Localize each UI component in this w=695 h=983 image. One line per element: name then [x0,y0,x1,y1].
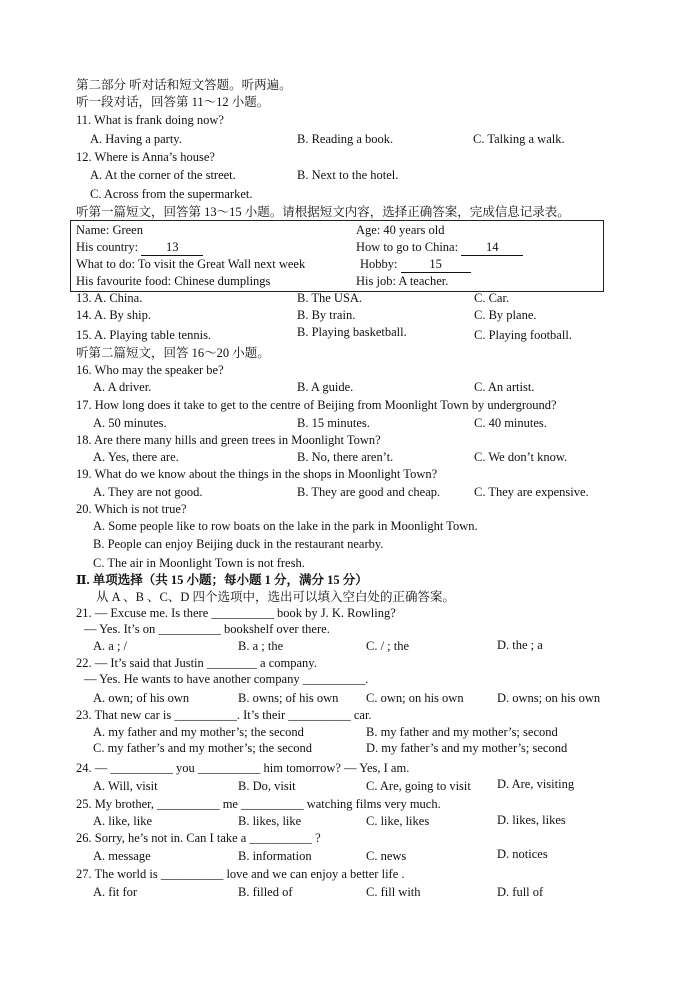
q11-option-c[interactable]: C. Talking a walk. [473,132,565,146]
q22-option-a[interactable]: A. own; of his own [93,691,190,705]
q23-line1: 23. That new car is __________. It’s their __________ car. [76,708,372,722]
q21-option-c[interactable]: C. / ; the [366,639,410,653]
q12-option-b[interactable]: B. Next to the hotel. [297,168,399,182]
q19-option-c[interactable]: C. They are expensive. [474,485,589,499]
q18-option-b[interactable]: B. No, there aren’t. [297,450,394,464]
table-what-to-do: What to do: To visit the Great Wall next week [76,257,306,271]
section2-heading: Ⅱ. 单项选择（共 15 小题；每小题 1 分，满分 15 分） [76,573,368,587]
q22-line1: 22. — It’s said that Justin ________ a company. [76,656,317,670]
q14-option-b[interactable]: B. By train. [297,308,356,322]
q25-option-d[interactable]: D. likes, likes [497,813,566,827]
q15-option-b[interactable]: B. Playing basketball. [297,325,407,339]
q13-option-a[interactable]: 13. A. China. [76,291,143,305]
q13-option-c[interactable]: C. Car. [474,291,510,305]
q14-option-c[interactable]: C. By plane. [474,308,537,322]
section2-instruction: 从 A 、B 、C、D 四个选项中，选出可以填入空白处的正确答案。 [96,590,456,604]
table-country-row [76,239,203,256]
q27-option-a[interactable]: A. fit for [93,885,138,899]
q12-option-a[interactable]: A. At the corner of the street. [90,168,236,182]
q25-option-b[interactable]: B. likes, like [238,814,302,828]
q13-option-b[interactable]: B. The USA. [297,291,363,305]
q17-option-b[interactable]: B. 15 minutes. [297,416,370,430]
q19-stem: 19. What do we know about the things in the shops in Moonlight Town? [76,467,438,481]
q11-option-b[interactable]: B. Reading a book. [297,132,394,146]
q22-option-d[interactable]: D. owns; on his own [497,691,601,705]
q18-option-c[interactable]: C. We don’t know. [474,450,568,464]
q24-option-d[interactable]: D. Are, visiting [497,777,575,791]
blank-13[interactable]: 13 [141,239,203,256]
q24-option-b[interactable]: B. Do, visit [238,779,296,793]
q20-option-b[interactable]: B. People can enjoy Beijing duck in the restaurant nearby. [93,537,384,551]
q16-option-b[interactable]: B. A guide. [297,380,354,394]
table-hobby-row [360,256,471,273]
q19-option-b[interactable]: B. They are good and cheap. [297,485,441,499]
q21-option-d[interactable]: D. the ; a [497,638,543,652]
table-hobby-label: Hobby: [360,257,398,271]
q21-option-b[interactable]: B. a ; the [238,639,284,653]
q19-option-a[interactable]: A. They are not good. [93,485,203,499]
q14-option-a[interactable]: 14. A. By ship. [76,308,152,322]
q26-option-b[interactable]: B. information [238,849,312,863]
table-how-label: How to go to China: [356,240,459,254]
q23-option-d[interactable]: D. my father’s and my mother’s; second [366,741,568,755]
q25-option-a[interactable]: A. like, like [93,814,153,828]
table-food: His favourite food: Chinese dumplings [76,274,271,288]
q12-stem: 12. Where is Anna’s house? [76,150,215,164]
q11-stem: 11. What is frank doing now? [76,113,224,127]
q27-option-d[interactable]: D. full of [497,885,544,899]
q25-option-c[interactable]: C. like, likes [366,814,430,828]
q24-line1: 24. — __________ you __________ him tomorrow? — Yes, I am. [76,761,410,775]
q22-option-b[interactable]: B. owns; of his own [238,691,339,705]
q15-option-c[interactable]: C. Playing football. [474,328,572,342]
q21-option-a[interactable]: A. a ; / [93,639,128,653]
q22-option-c[interactable]: C. own; on his own [366,691,464,705]
table-name: Name: Green [76,223,143,237]
q16-option-c[interactable]: C. An artist. [474,380,535,394]
q26-option-c[interactable]: C. news [366,849,407,863]
part2-heading: 第二部分 听对话和短文答题。听两遍。 [76,78,292,92]
blank-15[interactable]: 15 [401,256,471,273]
table-how-row [356,239,523,256]
q21-line1: 21. — Excuse me. Is there __________ book by J. K. Rowling? [76,606,396,620]
q17-option-c[interactable]: C. 40 minutes. [474,416,547,430]
table-country-label: His country: [76,240,139,254]
q21-line2: — Yes. It’s on __________ bookshelf over there. [84,622,330,636]
q24-option-c[interactable]: C. Are, going to visit [366,779,471,793]
blank-14[interactable]: 14 [461,239,523,256]
q22-line2: — Yes. He wants to have another company __________. [84,672,369,686]
dialog-intro: 听一段对话，回答第 11～12 小题。 [76,95,270,109]
q20-option-c[interactable]: C. The air in Moonlight Town is not fresh. [93,556,305,570]
q24-option-a[interactable]: A. Will, visit [93,779,158,793]
q20-stem: 20. Which is not true? [76,502,187,516]
q25-line1: 25. My brother, __________ me __________ watching films very much. [76,797,441,811]
q12-option-c[interactable]: C. Across from the supermarket. [90,187,253,201]
q20-option-a[interactable]: A. Some people like to row boats on the lake in the park in Moonlight Town. [93,519,478,533]
q15-option-a[interactable]: 15. A. Playing table tennis. [76,328,212,342]
q18-stem: 18. Are there many hills and green trees in Moonlight Town? [76,433,381,447]
q27-line1: 27. The world is __________ love and we can enjoy a better life . [76,867,405,881]
q23-option-b[interactable]: B. my father and my mother’s; second [366,725,558,739]
table-age: Age: 40 years old [356,223,445,237]
q16-option-a[interactable]: A. A driver. [93,380,152,394]
q18-option-a[interactable]: A. Yes, there are. [93,450,179,464]
q17-stem: 17. How long does it take to get to the centre of Beijing from Moonlight Town by underground? [76,398,557,412]
q16-stem: 16. Who may the speaker be? [76,363,224,377]
q17-option-a[interactable]: A. 50 minutes. [93,416,167,430]
passage2-intro: 听第二篇短文，回答 16～20 小题。 [76,346,270,360]
table-job: His job: A teacher. [356,274,449,288]
q26-option-a[interactable]: A. message [93,849,151,863]
passage1-intro: 听第一篇短文，回答第 13～15 小题。请根据短文内容，选择正确答案，完成信息记录表。 [76,205,570,219]
q26-option-d[interactable]: D. notices [497,847,548,861]
q23-option-c[interactable]: C. my father’s and my mother’s; the second [93,741,312,755]
q27-option-b[interactable]: B. filled of [238,885,293,899]
q11-option-a[interactable]: A. Having a party. [90,132,182,146]
q27-option-c[interactable]: C. fill with [366,885,421,899]
q26-line1: 26. Sorry, he’s not in. Can I take a __________ ? [76,831,321,845]
q23-option-a[interactable]: A. my father and my mother’s; the second [93,725,304,739]
